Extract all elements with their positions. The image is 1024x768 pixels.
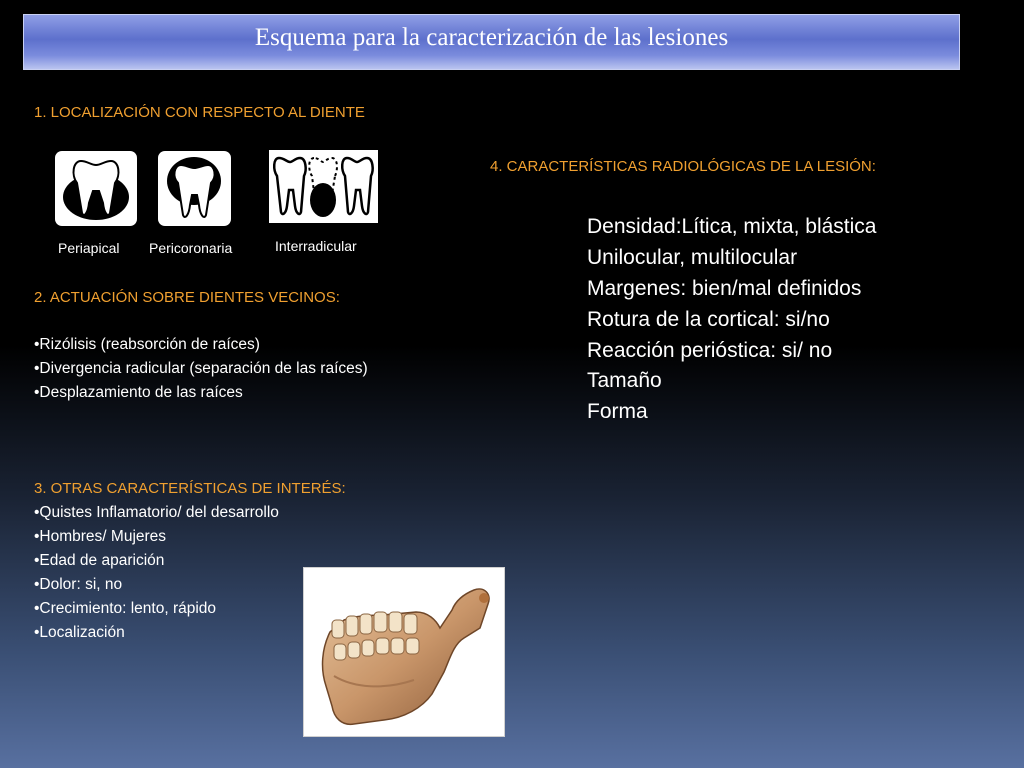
section3-item: •Localización: [34, 624, 125, 641]
caption-pericoronaria: Pericoronaria: [149, 240, 233, 256]
section4-item: Forma: [587, 400, 648, 423]
section4-item: Tamaño: [587, 369, 662, 392]
section3-item: •Hombres/ Mujeres: [34, 528, 167, 545]
section2-item: •Rizólisis (reabsorción de raíces): [34, 336, 260, 353]
section4-item: Rotura de la cortical: si/no: [587, 308, 830, 331]
section3-item: •Dolor: si, no: [34, 576, 123, 593]
periapical-tooth-icon: [55, 151, 137, 226]
section3-heading: 3. OTRAS CARACTERÍSTICAS DE INTERÉS:: [34, 480, 346, 497]
section4-item: Margenes: bien/mal definidos: [587, 277, 862, 300]
interradicular-teeth-icon: [269, 150, 378, 223]
jaw-bone-image: [303, 567, 505, 737]
section3-item: •Crecimiento: lento, rápido: [34, 600, 217, 617]
section2-heading: 2. ACTUACIÓN SOBRE DIENTES VECINOS:: [34, 289, 340, 306]
section2-item: •Divergencia radicular (separación de las raíces): [34, 360, 368, 377]
section1-heading: 1. LOCALIZACIÓN CON RESPECTO AL DIENTE: [34, 104, 365, 121]
section4-heading: 4. CARACTERÍSTICAS RADIOLÓGICAS DE LA LESIÓN:: [490, 158, 876, 175]
section4-item: Reacción perióstica: si/ no: [587, 339, 833, 362]
section3-item: •Quistes Inflamatorio/ del desarrollo: [34, 504, 279, 521]
section4-item: Unilocular, multilocular: [587, 246, 798, 269]
caption-interradicular: Interradicular: [275, 238, 357, 254]
page-title: Esquema para la caracterización de las lesiones: [254, 24, 729, 51]
title-bar: [23, 14, 960, 70]
pericoronal-tooth-icon: [158, 151, 231, 226]
section3-item: •Edad de aparición: [34, 552, 165, 569]
section2-item: •Desplazamiento de las raíces: [34, 384, 243, 401]
caption-periapical: Periapical: [58, 240, 120, 256]
section4-item: Densidad:Lítica, mixta, blástica: [587, 215, 877, 238]
